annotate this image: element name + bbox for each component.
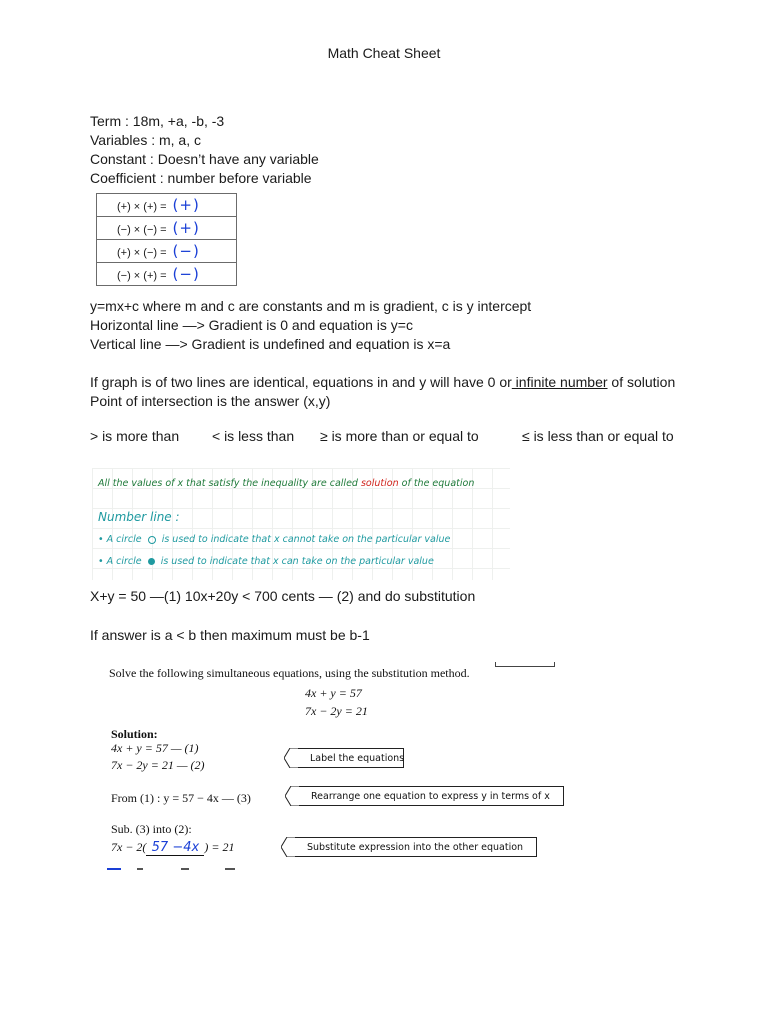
step-expr-start: 7x − 2( (111, 840, 147, 854)
handwritten-fill: 57 −4x (146, 840, 204, 856)
example-prompt: Solve the following simultaneous equations, using the substitution method. (109, 666, 470, 680)
inequality-less-equal: ≤ is less than or equal to (522, 428, 674, 444)
note-label-equations: Label the equations (298, 748, 404, 768)
example-eq2: 7x − 2y = 21 (305, 704, 368, 718)
filled-circle-icon (148, 558, 155, 565)
solution-eq2: 7x − 2y = 21 — (2) (111, 758, 205, 772)
step-substitute-label: Sub. (3) into (2): (111, 822, 192, 836)
note-substitute: Substitute expression into the other equation (295, 837, 537, 857)
example-eq1: 4x + y = 57 (305, 686, 362, 700)
sign-rule-answer: (+) (172, 196, 200, 214)
identical-lines-text: If graph is of two lines are identical, equations in and y will have 0 or (90, 374, 512, 390)
sign-rules-table (96, 193, 237, 286)
worked-example (95, 660, 575, 872)
open-circle-prefix: • A circle (98, 534, 142, 545)
definition-coefficient: Coefficient : number before variable (90, 170, 312, 186)
step-expr-end: ) = 21 (204, 840, 235, 854)
definition-term: Term : 18m, +a, -b, -3 (90, 113, 225, 129)
scan-fragment (495, 662, 555, 667)
sign-rule-answer: (−) (172, 265, 200, 283)
sign-rule-row (97, 194, 237, 217)
sign-rule-row (97, 217, 237, 240)
handwritten-notes (92, 468, 510, 580)
substitution-line: X+y = 50 —(1) 10x+20y < 700 cents — (2) and do substitution (90, 588, 476, 604)
identical-lines-end: of solution (607, 374, 676, 390)
infinite-number-underline: infinite number (511, 374, 608, 390)
number-line-heading: Number line : (98, 510, 180, 524)
sign-rule-printed: (−) × (+) = (117, 270, 167, 282)
step-substitute-expression (111, 840, 235, 856)
inequality-more-equal: ≥ is more than or equal to (320, 428, 479, 444)
solution-word: solution (360, 478, 399, 489)
filled-circle-prefix: • A circle (98, 556, 142, 567)
open-circle-text: is used to indicate that x cannot take on the particular value (161, 534, 451, 545)
intersection-rule: Point of intersection is the answer (x,y) (90, 393, 331, 409)
maximum-line: If answer is a < b then maximum must be b-1 (90, 627, 370, 643)
sign-rule-cell (97, 217, 237, 240)
sign-rule-row (97, 240, 237, 263)
identical-lines-rule (90, 373, 675, 391)
vertical-line-rule: Vertical line —> Gradient is undefined and equation is x=a (90, 336, 451, 352)
gradient-line: y=mx+c where m and c are constants and m is gradient, c is y intercept (90, 298, 532, 314)
page-title: Math Cheat Sheet (327, 45, 441, 61)
sign-rule-printed: (−) × (−) = (117, 224, 167, 236)
definition-variables: Variables : m, a, c (90, 132, 202, 148)
sign-rule-cell (97, 263, 237, 286)
open-circle-icon (148, 536, 156, 544)
sign-rule-printed: (+) × (−) = (117, 247, 167, 259)
definition-constant: Constant : Doesn’t have any variable (90, 151, 319, 167)
open-circle-rule (98, 534, 450, 545)
cropped-next-line (107, 866, 237, 872)
sign-rule-printed: (+) × (+) = (117, 201, 167, 213)
solution-label: Solution: (111, 727, 158, 741)
solution-definition-end: of the equation (401, 478, 475, 489)
sign-rule-row (97, 263, 237, 286)
solution-definition-text: All the values of x that satisfy the inequality are called (98, 478, 358, 489)
filled-circle-text: is used to indicate that x can take on the particular value (160, 556, 434, 567)
sign-rule-answer: (−) (172, 242, 200, 260)
sign-rule-cell (97, 194, 237, 217)
sign-rule-answer: (+) (172, 219, 200, 237)
inequality-less-than: < is less than (212, 428, 295, 444)
step-from: From (1) : y = 57 − 4x — (3) (111, 791, 251, 805)
solution-definition (98, 478, 474, 489)
inequality-more-than: > is more than (90, 428, 180, 444)
note-rearrange: Rearrange one equation to express y in terms of x (299, 786, 564, 806)
solution-eq1: 4x + y = 57 — (1) (111, 741, 199, 755)
sign-rule-cell (97, 240, 237, 263)
horizontal-line-rule: Horizontal line —> Gradient is 0 and equation is y=c (90, 317, 413, 333)
filled-circle-rule (98, 556, 434, 567)
